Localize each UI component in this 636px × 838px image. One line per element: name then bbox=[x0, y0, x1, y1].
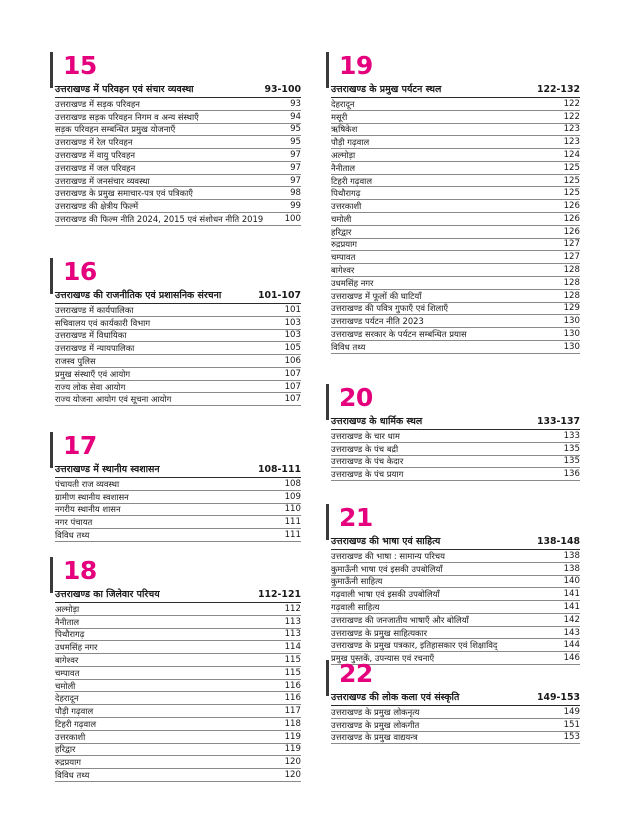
toc-entry[interactable] bbox=[331, 226, 580, 239]
toc-entry-page: 141 bbox=[563, 589, 580, 600]
toc-entry-text: विविध तथ्य bbox=[55, 770, 90, 781]
chapter-marker-bar bbox=[50, 52, 53, 88]
toc-entry-text: उत्तराखण्ड के प्रमुख समाचार-पत्र एवं पत्रिकाएँ bbox=[55, 188, 193, 199]
toc-entry-page: 123 bbox=[563, 124, 580, 135]
toc-entry-page: 127 bbox=[563, 239, 580, 250]
chapter-marker-bar bbox=[326, 504, 329, 540]
toc-entry-page: 135 bbox=[563, 456, 580, 467]
toc-entry-page: 114 bbox=[284, 642, 301, 653]
toc-entry[interactable] bbox=[55, 692, 301, 705]
toc-entry-page: 126 bbox=[563, 201, 580, 212]
toc-entry[interactable] bbox=[55, 491, 301, 504]
toc-entry-page: 117 bbox=[284, 706, 301, 717]
toc-entry-page: 125 bbox=[563, 188, 580, 199]
toc-entry[interactable] bbox=[331, 341, 580, 354]
toc-entry-page: 110 bbox=[284, 504, 301, 515]
toc-entry[interactable] bbox=[55, 98, 301, 111]
chapter-title-row[interactable] bbox=[331, 84, 580, 98]
chapter-page-range: 108-111 bbox=[257, 464, 301, 475]
chapter-number: 20 bbox=[339, 383, 373, 412]
chapter-number: 21 bbox=[339, 503, 373, 532]
toc-entry[interactable] bbox=[55, 317, 301, 330]
toc-entry-text: अल्मोड़ा bbox=[331, 150, 356, 161]
toc-entry[interactable] bbox=[55, 136, 301, 149]
chapter-page-range: 101-107 bbox=[257, 290, 301, 301]
toc-entry-page: 97 bbox=[290, 175, 301, 186]
toc-entry-text: उत्तराखण्ड के पंच प्रयाग bbox=[331, 469, 404, 480]
toc-entry[interactable] bbox=[331, 468, 580, 481]
toc-entry-page: 107 bbox=[284, 381, 301, 392]
chapter-number: 15 bbox=[63, 51, 97, 80]
chapter-title-row[interactable] bbox=[331, 692, 580, 706]
toc-entry-page: 115 bbox=[284, 667, 301, 678]
toc-entry-page: 122 bbox=[563, 98, 580, 109]
toc-entry-text: नगरीय स्थानीय शासन bbox=[55, 504, 121, 515]
toc-entry[interactable] bbox=[55, 667, 301, 680]
toc-entry-page: 111 bbox=[284, 517, 301, 528]
toc-entry-page: 141 bbox=[563, 602, 580, 613]
toc-entry-text: राज्य योजना आयोग एवं सूचना आयोग bbox=[55, 394, 172, 405]
toc-entry[interactable] bbox=[331, 239, 580, 252]
toc-entry-page: 106 bbox=[284, 356, 301, 367]
toc-entry-text: राज्य लोक सेवा आयोग bbox=[55, 381, 126, 392]
toc-entry-page: 153 bbox=[563, 732, 580, 743]
toc-entry[interactable] bbox=[331, 277, 580, 290]
chapter-page-range: 112-121 bbox=[257, 589, 301, 600]
toc-entry-text: चम्पावत bbox=[55, 667, 80, 678]
chapter-block bbox=[331, 660, 580, 744]
toc-entry-text: उत्तराखण्ड में सड़क परिवहन bbox=[55, 98, 140, 109]
toc-entry-page: 103 bbox=[284, 317, 301, 328]
toc-entry[interactable] bbox=[331, 627, 580, 640]
toc-entry-text: उत्तराखण्ड में जल परिवहन bbox=[55, 162, 136, 173]
toc-entry-page: 142 bbox=[563, 614, 580, 625]
toc-entry-text: राजस्व पुलिस bbox=[55, 356, 96, 367]
toc-entry-text: विविध तथ्य bbox=[331, 341, 366, 352]
toc-entry[interactable] bbox=[331, 264, 580, 277]
toc-entry-text: मसूरी bbox=[331, 111, 348, 122]
toc-entry-page: 138 bbox=[563, 563, 580, 574]
toc-entry-page: 113 bbox=[284, 629, 301, 640]
chapter-title-row[interactable] bbox=[55, 290, 301, 304]
toc-entry-text: पौड़ी गढ़वाल bbox=[331, 137, 370, 148]
toc-entry[interactable] bbox=[55, 393, 301, 406]
toc-entry-page: 143 bbox=[563, 627, 580, 638]
toc-entry[interactable] bbox=[55, 504, 301, 517]
toc-entry-page: 130 bbox=[563, 328, 580, 339]
toc-entry-text: टिहरी गढ़वाल bbox=[55, 718, 97, 729]
toc-entry-text: उत्तराखण्ड के पंच केदार bbox=[331, 456, 404, 467]
chapter-title-row[interactable] bbox=[331, 536, 580, 550]
toc-entry-page: 107 bbox=[284, 368, 301, 379]
toc-entry-page: 103 bbox=[284, 330, 301, 341]
chapter-block bbox=[331, 384, 580, 481]
chapter-block bbox=[331, 504, 580, 665]
toc-entry-page: 125 bbox=[563, 162, 580, 173]
chapter-number: 18 bbox=[63, 556, 97, 585]
toc-entry-text: पंचायती राज व्यवस्था bbox=[55, 478, 120, 489]
chapter-marker-bar bbox=[50, 557, 53, 593]
toc-entry-page: 98 bbox=[290, 188, 301, 199]
chapter-page-range: 149-153 bbox=[536, 692, 580, 703]
toc-entry-page: 123 bbox=[563, 137, 580, 148]
toc-entry-text: प्रमुख संस्थाएँ एवं आयोग bbox=[55, 368, 131, 379]
toc-entry-text: चमोली bbox=[331, 213, 352, 224]
toc-entry[interactable] bbox=[55, 769, 301, 782]
toc-entry-text: उत्तराखण्ड के प्रमुख लोकगीत bbox=[331, 719, 420, 730]
toc-entry-text: ऋषिकेश bbox=[331, 124, 358, 135]
toc-entry-page: 116 bbox=[284, 680, 301, 691]
toc-entry-page: 126 bbox=[563, 213, 580, 224]
toc-entry-page: 128 bbox=[563, 277, 580, 288]
toc-entry-text: नैनीताल bbox=[331, 162, 356, 173]
toc-entry[interactable] bbox=[331, 550, 580, 563]
chapter-page-range: 133-137 bbox=[536, 416, 580, 427]
chapter-block bbox=[55, 432, 301, 542]
toc-entry-page: 130 bbox=[563, 341, 580, 352]
chapter-block bbox=[331, 52, 580, 354]
toc-entry-text: उत्तराखण्ड के प्रमुख साहित्यकार bbox=[331, 627, 428, 638]
toc-entry[interactable] bbox=[55, 355, 301, 368]
toc-entry[interactable] bbox=[55, 680, 301, 693]
toc-entry-page: 94 bbox=[290, 111, 301, 122]
chapter-number: 22 bbox=[339, 659, 373, 688]
chapter-title: उत्तराखण्ड के प्रमुख पर्यटन स्थल bbox=[331, 84, 442, 95]
toc-entry[interactable] bbox=[331, 563, 580, 576]
toc-entry-page: 128 bbox=[563, 290, 580, 301]
toc-entry-text: उत्तराखण्ड के चार धाम bbox=[331, 430, 400, 441]
toc-entry[interactable] bbox=[55, 381, 301, 394]
toc-entry-text: नगर पंचायत bbox=[55, 517, 93, 528]
toc-entry-page: 108 bbox=[284, 478, 301, 489]
toc-entry-text: अल्मोड़ा bbox=[55, 603, 80, 614]
toc-entry-text: उधमसिंह नगर bbox=[331, 277, 374, 288]
toc-entry-text: उत्तराखण्ड के प्रमुख लोकनृत्य bbox=[331, 706, 420, 717]
toc-entry[interactable] bbox=[331, 149, 580, 162]
toc-entry-text: उत्तराखण्ड में रेल परिवहन bbox=[55, 137, 133, 148]
toc-entry[interactable] bbox=[55, 529, 301, 542]
toc-entry[interactable] bbox=[55, 516, 301, 529]
toc-entry[interactable] bbox=[55, 731, 301, 744]
toc-entry[interactable] bbox=[55, 478, 301, 491]
toc-entry-text: गढ़वाली भाषा एवं इसकी उपबोलियाँ bbox=[331, 589, 440, 600]
toc-entry-page: 97 bbox=[290, 150, 301, 161]
chapter-block bbox=[55, 557, 301, 782]
toc-entry-text: सड़क परिवहन सम्बन्धित प्रमुख योजनाएँ bbox=[55, 124, 176, 135]
toc-entry[interactable] bbox=[331, 588, 580, 601]
toc-entry-page: 124 bbox=[563, 150, 580, 161]
chapter-title: उत्तराखण्ड के धार्मिक स्थल bbox=[331, 416, 423, 427]
toc-entry-text: उत्तराखण्ड सड़क परिवहन निगम व अन्य संस्थाएँ bbox=[55, 111, 199, 122]
toc-entry-page: 120 bbox=[284, 757, 301, 768]
toc-entry-page: 101 bbox=[284, 304, 301, 315]
toc-entry[interactable] bbox=[331, 639, 580, 652]
toc-entry-text: उत्तराखण्ड की फिल्म नीति 2024, 2015 एवं संशोधन नीति 2019 bbox=[55, 213, 264, 224]
toc-entry-page: 116 bbox=[284, 693, 301, 704]
chapter-block bbox=[55, 52, 301, 226]
toc-entry-page: 107 bbox=[284, 394, 301, 405]
toc-entry[interactable] bbox=[331, 443, 580, 456]
toc-entry-page: 112 bbox=[284, 603, 301, 614]
toc-entry-page: 129 bbox=[563, 303, 580, 314]
toc-entry[interactable] bbox=[331, 576, 580, 589]
toc-entry-text: चमोली bbox=[55, 680, 76, 691]
toc-entry[interactable] bbox=[331, 98, 580, 111]
toc-entry[interactable] bbox=[55, 213, 301, 226]
toc-entry-page: 105 bbox=[284, 343, 301, 354]
toc-entry[interactable] bbox=[55, 330, 301, 343]
chapter-page-range: 138-148 bbox=[536, 536, 580, 547]
toc-entry[interactable] bbox=[331, 732, 580, 745]
toc-entry[interactable] bbox=[331, 303, 580, 316]
toc-entry-text: चम्पावत bbox=[331, 252, 356, 263]
toc-entry-text: ग्रामीण स्थानीय स्वशासन bbox=[55, 491, 129, 502]
toc-entry-text: हरिद्वार bbox=[331, 226, 352, 237]
toc-entry[interactable] bbox=[55, 718, 301, 731]
toc-entry-page: 151 bbox=[563, 719, 580, 730]
toc-entry[interactable] bbox=[331, 200, 580, 213]
toc-entry-page: 126 bbox=[563, 226, 580, 237]
toc-entry[interactable] bbox=[55, 603, 301, 616]
chapter-marker-bar bbox=[326, 384, 329, 420]
toc-entry-text: गढ़वाली साहित्य bbox=[331, 602, 380, 613]
chapter-number: 19 bbox=[339, 51, 373, 80]
toc-entry-text: नैनीताल bbox=[55, 616, 80, 627]
chapter-title: उत्तराखण्ड की राजनीतिक एवं प्रशासनिक संरचना bbox=[55, 290, 222, 301]
toc-entry[interactable] bbox=[55, 616, 301, 629]
toc-entry-text: उत्तराखण्ड में न्यायपालिका bbox=[55, 343, 135, 354]
toc-entry-text: देहरादून bbox=[55, 693, 79, 704]
chapter-title: उत्तराखण्ड की लोक कला एवं संस्कृति bbox=[331, 692, 460, 703]
toc-entry-page: 149 bbox=[563, 706, 580, 717]
toc-entry-page: 140 bbox=[563, 576, 580, 587]
toc-entry-text: उधमसिंह नगर bbox=[55, 642, 98, 653]
toc-entry-text: उत्तराखण्ड के पंच बद्री bbox=[331, 443, 399, 454]
toc-entry[interactable] bbox=[55, 111, 301, 124]
toc-entry-text: पौड़ी गढ़वाल bbox=[55, 706, 94, 717]
toc-entry-page: 138 bbox=[563, 550, 580, 561]
toc-entry-page: 130 bbox=[563, 316, 580, 327]
toc-entry[interactable] bbox=[55, 641, 301, 654]
toc-entry-page: 118 bbox=[284, 718, 301, 729]
toc-entry[interactable] bbox=[55, 175, 301, 188]
chapter-title: उत्तराखण्ड में परिवहन एवं संचार व्यवस्था bbox=[55, 84, 194, 95]
toc-entry[interactable] bbox=[331, 614, 580, 627]
toc-entry[interactable] bbox=[55, 187, 301, 200]
toc-entry-text: उत्तराखण्ड सरकार के पर्यटन सम्बन्धित प्रयास bbox=[331, 328, 467, 339]
toc-entry[interactable] bbox=[55, 149, 301, 162]
toc-entry-text: देहरादून bbox=[331, 98, 355, 109]
toc-entry-text: कुमाऊँनी साहित्य bbox=[331, 576, 383, 587]
toc-entry-text: उत्तराखण्ड पर्यटन नीति 2023 bbox=[331, 316, 424, 327]
toc-entry-text: उत्तराखण्ड की जनजातीय भाषाएँ और बोलियाँ bbox=[331, 614, 469, 625]
toc-entry-page: 111 bbox=[284, 530, 301, 541]
toc-entry[interactable] bbox=[331, 175, 580, 188]
toc-entry[interactable] bbox=[331, 124, 580, 137]
toc-entry-page: 120 bbox=[284, 770, 301, 781]
toc-entry-text: सचिवालय एवं कार्यकारी विभाग bbox=[55, 317, 151, 328]
toc-entry[interactable] bbox=[55, 304, 301, 317]
toc-entry[interactable] bbox=[55, 744, 301, 757]
toc-entry-page: 97 bbox=[290, 162, 301, 173]
toc-entry[interactable] bbox=[331, 213, 580, 226]
toc-entry[interactable] bbox=[55, 629, 301, 642]
toc-entry[interactable] bbox=[331, 719, 580, 732]
toc-entry[interactable] bbox=[55, 162, 301, 175]
toc-entry[interactable] bbox=[55, 124, 301, 137]
toc-entry-text: कुमाऊँनी भाषा एवं इसकी उपबोलियाँ bbox=[331, 563, 443, 574]
toc-entry-page: 128 bbox=[563, 265, 580, 276]
toc-entry-text: बागेश्वर bbox=[331, 265, 355, 276]
toc-entry-text: उत्तराखण्ड में फूलों की घाटियाँ bbox=[331, 290, 422, 301]
chapter-number: 17 bbox=[63, 431, 97, 460]
toc-entry[interactable] bbox=[55, 200, 301, 213]
toc-entry[interactable] bbox=[55, 368, 301, 381]
toc-entry[interactable] bbox=[331, 328, 580, 341]
toc-entry-page: 127 bbox=[563, 252, 580, 263]
chapter-marker-bar bbox=[326, 52, 329, 88]
toc-entry[interactable] bbox=[331, 187, 580, 200]
chapter-title-row[interactable] bbox=[55, 589, 301, 603]
toc-entry-text: रुद्रप्रयाग bbox=[331, 239, 357, 250]
toc-entry[interactable] bbox=[55, 654, 301, 667]
toc-entry-page: 136 bbox=[563, 469, 580, 480]
toc-entry-page: 122 bbox=[563, 111, 580, 122]
toc-entry-page: 100 bbox=[284, 213, 301, 224]
toc-entry-page: 115 bbox=[284, 655, 301, 666]
toc-entry-text: उत्तराखण्ड की क्षेत्रीय फिल्में bbox=[55, 201, 139, 212]
toc-entry-text: टिहरी गढ़वाल bbox=[331, 175, 373, 186]
toc-entry-text: हरिद्वार bbox=[55, 744, 76, 755]
toc-entry-text: उत्तराखण्ड में जनसंचार व्यवस्था bbox=[55, 175, 150, 186]
chapter-number: 16 bbox=[63, 257, 97, 286]
toc-entry-page: 119 bbox=[284, 744, 301, 755]
chapter-title: उत्तराखण्ड की भाषा एवं साहित्य bbox=[331, 536, 441, 547]
toc-entry[interactable] bbox=[331, 456, 580, 469]
toc-entry[interactable] bbox=[331, 601, 580, 614]
toc-entry[interactable] bbox=[331, 162, 580, 175]
toc-entry[interactable] bbox=[331, 315, 580, 328]
toc-entry-page: 135 bbox=[563, 443, 580, 454]
toc-entry-page: 146 bbox=[563, 653, 580, 664]
toc-entry[interactable] bbox=[331, 290, 580, 303]
chapter-block bbox=[55, 258, 301, 406]
toc-entry-page: 109 bbox=[284, 491, 301, 502]
chapter-page-range: 122-132 bbox=[536, 84, 580, 95]
chapter-title: उत्तराखण्ड में स्थानीय स्वशासन bbox=[55, 464, 160, 475]
toc-entry-page: 144 bbox=[563, 640, 580, 651]
chapter-title-row[interactable] bbox=[331, 416, 580, 430]
toc-entry-text: रुद्रप्रयाग bbox=[55, 757, 81, 768]
toc-entry-text: उत्तरकाशी bbox=[331, 201, 362, 212]
toc-entry[interactable] bbox=[331, 136, 580, 149]
toc-entry-text: बागेश्वर bbox=[55, 655, 79, 666]
toc-entry-page: 95 bbox=[290, 124, 301, 135]
toc-entry-text: उत्तराखण्ड में विधायिका bbox=[55, 330, 127, 341]
toc-entry[interactable] bbox=[55, 705, 301, 718]
toc-entry-page: 133 bbox=[563, 430, 580, 441]
toc-entry[interactable] bbox=[55, 756, 301, 769]
chapter-marker-bar bbox=[326, 660, 329, 696]
toc-entry[interactable] bbox=[331, 111, 580, 124]
toc-entry-text: पिथौरागढ़ bbox=[55, 629, 85, 640]
toc-entry-text: विविध तथ्य bbox=[55, 530, 90, 541]
toc-entry-page: 93 bbox=[290, 98, 301, 109]
toc-entry-text: प्रमुख पुस्तकें, उपन्यास एवं रचनाएँ bbox=[331, 653, 435, 664]
chapter-title: उत्तराखण्ड का जिलेवार परिचय bbox=[55, 589, 160, 600]
toc-entry-text: उत्तराखण्ड की भाषा : सामान्य परिचय bbox=[331, 550, 445, 561]
toc-entry-page: 119 bbox=[284, 731, 301, 742]
toc-entry[interactable] bbox=[55, 342, 301, 355]
toc-entry-page: 95 bbox=[290, 137, 301, 148]
toc-entry-text: उत्तराखण्ड की पवित्र गुफाएँ एवं शिलाएँ bbox=[331, 303, 449, 314]
toc-entry-page: 99 bbox=[290, 201, 301, 212]
toc-entry-text: उत्तराखण्ड में कार्यपालिका bbox=[55, 304, 134, 315]
toc-entry-page: 113 bbox=[284, 616, 301, 627]
toc-entry-text: उत्तराखण्ड में वायु परिवहन bbox=[55, 150, 136, 161]
chapter-title-row[interactable] bbox=[55, 84, 301, 98]
toc-entry[interactable] bbox=[331, 430, 580, 443]
chapter-page-range: 93-100 bbox=[264, 84, 301, 95]
toc-entry-text: उत्तराखण्ड के प्रमुख वाद्ययन्त्र bbox=[331, 732, 418, 743]
toc-entry[interactable] bbox=[331, 706, 580, 719]
toc-entry-text: उत्तराखण्ड के प्रमुख पत्रकार, इतिहासकार एवं शिक्षाविद् bbox=[331, 640, 498, 651]
chapter-marker-bar bbox=[50, 258, 53, 294]
chapter-title-row[interactable] bbox=[55, 464, 301, 478]
toc-entry-text: उत्तरकाशी bbox=[55, 731, 86, 742]
toc-entry-text: पिथौरागढ़ bbox=[331, 188, 361, 199]
chapter-marker-bar bbox=[50, 432, 53, 468]
toc-entry-page: 125 bbox=[563, 175, 580, 186]
toc-entry[interactable] bbox=[331, 251, 580, 264]
